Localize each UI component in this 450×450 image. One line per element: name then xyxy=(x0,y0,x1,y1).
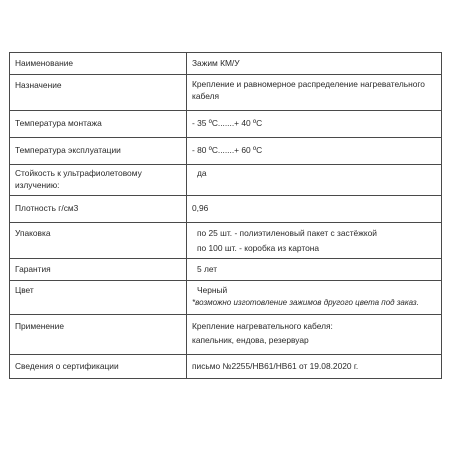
spec-label: Температура эксплуатации xyxy=(10,138,187,165)
spec-row-color xyxy=(10,281,442,315)
spec-value: по 25 шт. - полиэтиленовый пакет с застёжкой по 100 шт. - коробка из картона xyxy=(187,223,442,259)
spec-row-warranty xyxy=(10,259,442,281)
spec-label: Гарантия xyxy=(10,259,187,281)
spec-table xyxy=(9,52,442,379)
spec-value: - 35 ºС.......+ 40 ºС xyxy=(187,111,442,138)
spec-row-uv xyxy=(10,165,442,196)
spec-value: 5 лет xyxy=(187,259,442,281)
spec-value: Зажим КМ/У xyxy=(187,53,442,75)
spec-row-mount-temp xyxy=(10,111,442,138)
spec-label: Цвет xyxy=(10,281,187,315)
spec-value: Крепление нагревательного кабеля: капельник, ендова, резервуар xyxy=(187,315,442,355)
spec-row-operating-temp xyxy=(10,138,442,165)
spec-value: да xyxy=(187,165,442,196)
spec-row-certification xyxy=(10,355,442,379)
spec-row-name xyxy=(10,53,442,75)
spec-value: Черный *возможно изготовление зажимов другого цвета под заказ. xyxy=(187,281,442,315)
spec-label: Назначение xyxy=(10,75,187,111)
spec-label: Стойкость к ультрафиолетовому излучению: xyxy=(10,165,187,196)
spec-label: Плотность г/см3 xyxy=(10,196,187,223)
spec-value: 0,96 xyxy=(187,196,442,223)
spec-value: Крепление и равномерное распределение нагревательного кабеля xyxy=(187,75,442,111)
spec-row-packaging xyxy=(10,223,442,259)
spec-value: - 80 ºС.......+ 60 ºС xyxy=(187,138,442,165)
spec-value: письмо №2255/НВ61/НВ61 от 19.08.2020 г. xyxy=(187,355,442,379)
spec-label: Упаковка xyxy=(10,223,187,259)
spec-label: Сведения о сертификации xyxy=(10,355,187,379)
spec-label: Применение xyxy=(10,315,187,355)
spec-label: Температура монтажа xyxy=(10,111,187,138)
spec-row-application xyxy=(10,315,442,355)
spec-row-purpose xyxy=(10,75,442,111)
spec-row-density xyxy=(10,196,442,223)
spec-label: Наименование xyxy=(10,53,187,75)
